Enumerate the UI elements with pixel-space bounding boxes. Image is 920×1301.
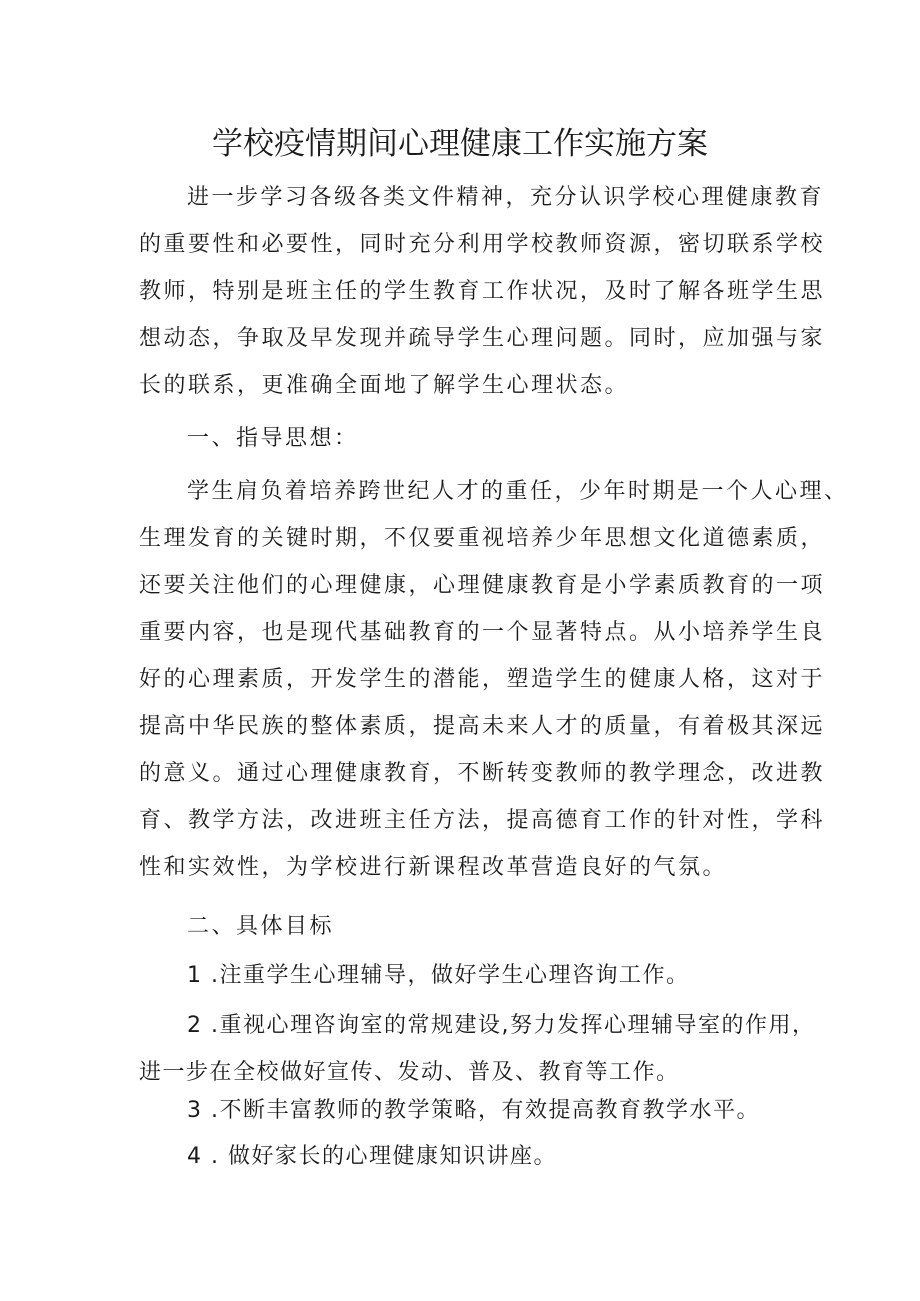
goal-item-1: 1 .注重学生心理辅导，做好学生心理咨询工作。 [187, 963, 690, 988]
section1-line-5: 好的心理素质，开发学生的潜能，塑造学生的健康人格，这对于 [139, 667, 826, 692]
section1-line-3: 还要关注他们的心理健康，心理健康教育是小学素质教育的一项 [139, 573, 826, 598]
intro-line-3: 教师，特别是班主任的学生教育工作状况，及时了解各班学生思 [139, 279, 826, 304]
section1-line-2: 生理发育的关键时期，不仅要重视培养少年思想文化道德素质， [139, 526, 826, 551]
section-heading-specific-goals: 二、具体目标 [187, 914, 335, 939]
intro-line-5: 长的联系，更准确全面地了解学生心理状态。 [139, 373, 630, 398]
goal-item-3: 3 .不断丰富教师的教学策略，有效提高教育教学水平。 [187, 1098, 760, 1123]
goal-item-4: 4 . 做好家长的心理健康知识讲座。 [187, 1144, 557, 1169]
intro-line-1: 进一步学习各级各类文件精神，充分认识学校心理健康教育 [187, 185, 825, 210]
goal-item-2: 2 .重视心理咨询室的常规建设,努力发挥心理辅导室的作用， [187, 1013, 816, 1038]
intro-line-4: 想动态，争取及早发现并疏导学生心理问题。同时，应加强与家 [139, 326, 826, 351]
section1-line-8: 育、教学方法，改进班主任方法，提高德育工作的针对性，学科 [139, 808, 826, 833]
section1-line-1: 学生肩负着培养跨世纪人才的重任，少年时期是一个人心理、 [187, 479, 849, 504]
document-title: 学校疫情期间心理健康工作实施方案 [212, 126, 708, 162]
section1-line-6: 提高中华民族的整体素质，提高未来人才的质量，有着极其深远 [139, 714, 826, 739]
intro-line-2: 的重要性和必要性，同时充分利用学校教师资源，密切联系学校 [139, 232, 826, 257]
section1-line-9: 性和实效性，为学校进行新课程改革营造良好的气氛。 [139, 855, 728, 880]
section1-line-4: 重要内容，也是现代基础教育的一个显著特点。从小培养学生良 [139, 620, 826, 645]
section1-line-7: 的意义。通过心理健康教育，不断转变教师的教学理念，改进教 [139, 761, 826, 786]
section-heading-guiding-thought: 一、指导思想： [187, 426, 359, 451]
goal-item-2-continued: 进一步在全校做好宣传、发动、普及、教育等工作。 [139, 1060, 680, 1085]
